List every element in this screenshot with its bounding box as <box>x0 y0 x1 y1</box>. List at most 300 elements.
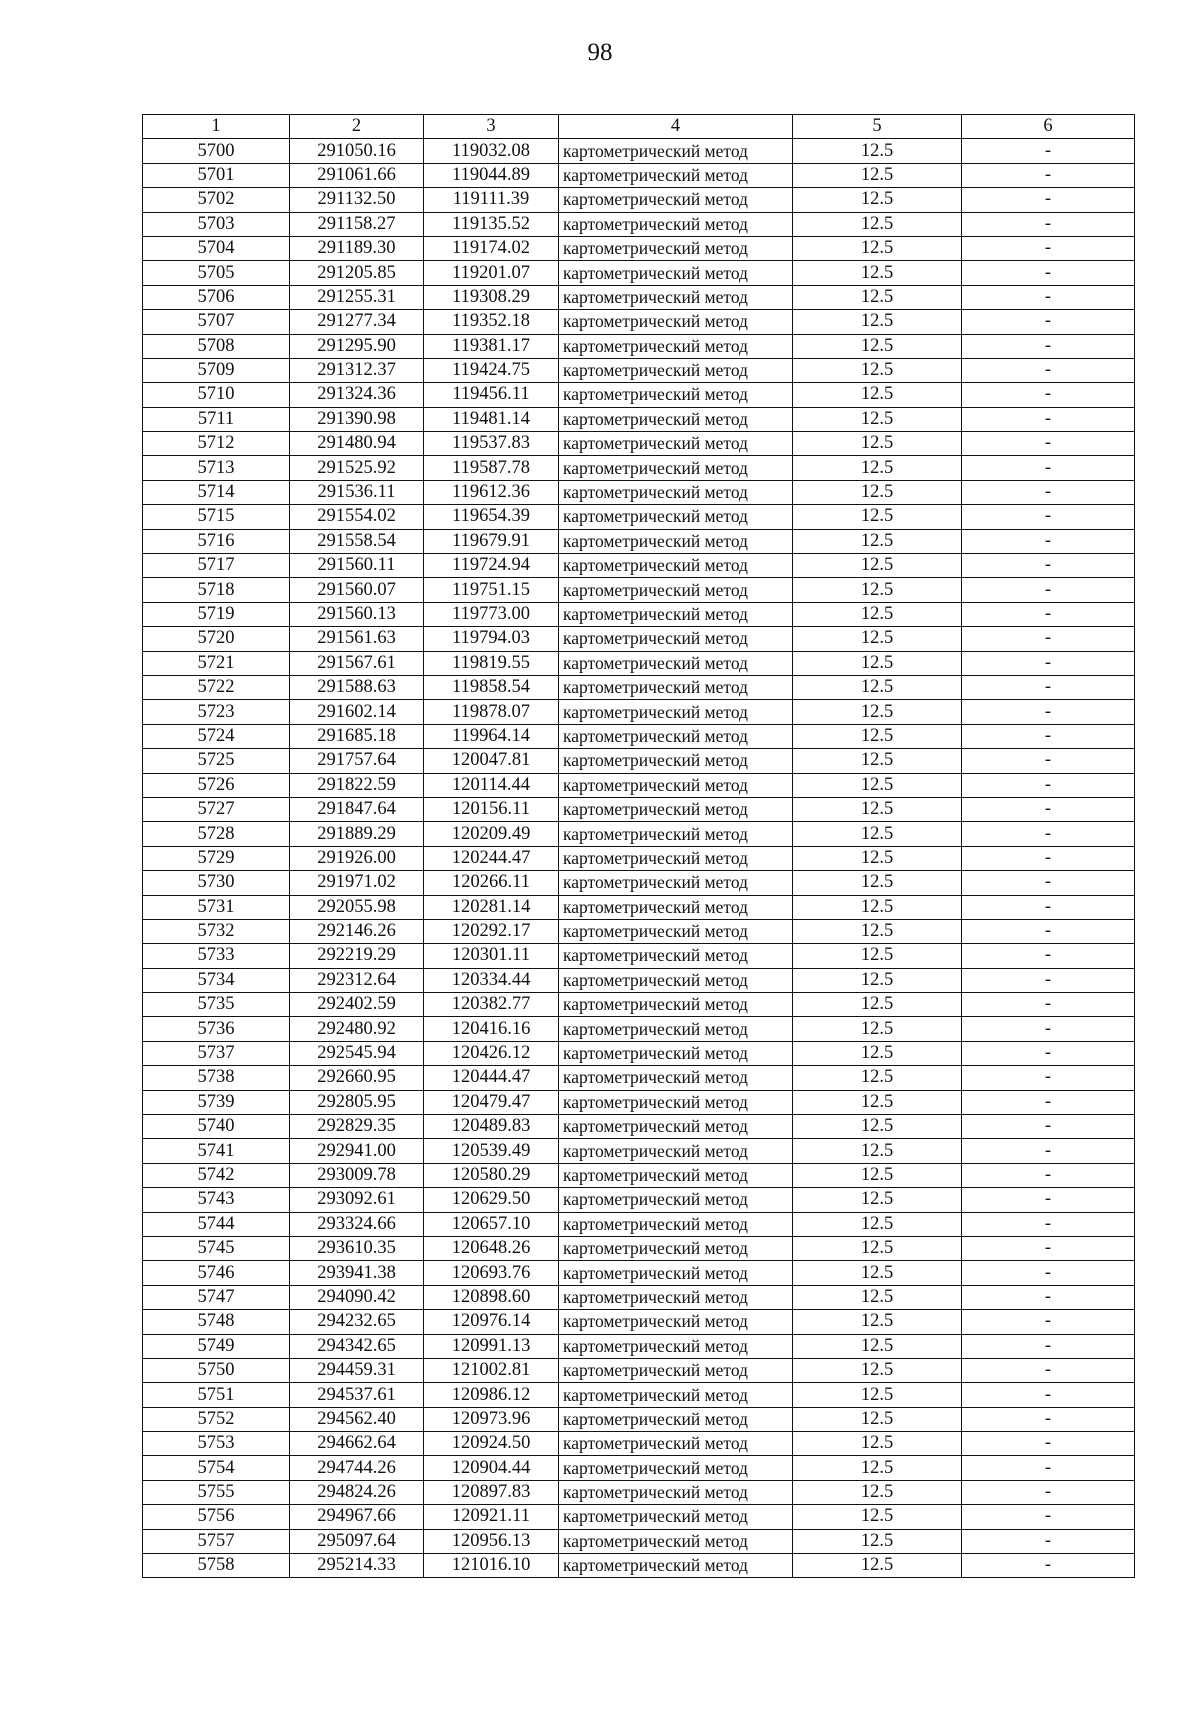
y-coordinate-cell: 120898.60 <box>424 1285 559 1309</box>
y-coordinate-cell: 120976.14 <box>424 1310 559 1334</box>
note-cell: - <box>962 944 1135 968</box>
note-cell: - <box>962 163 1135 187</box>
accuracy-cell: 12.5 <box>793 163 962 187</box>
table-row <box>143 1212 1135 1236</box>
table-row <box>143 895 1135 919</box>
x-coordinate-cell: 291480.94 <box>290 432 424 456</box>
accuracy-cell: 12.5 <box>793 1505 962 1529</box>
method-cell: картометрический метод <box>559 505 793 529</box>
accuracy-cell: 12.5 <box>793 139 962 163</box>
column-header: 5 <box>793 115 962 139</box>
method-cell: картометрический метод <box>559 675 793 699</box>
accuracy-cell: 12.5 <box>793 944 962 968</box>
note-cell: - <box>962 602 1135 626</box>
point-number-cell: 5733 <box>143 944 290 968</box>
accuracy-cell: 12.5 <box>793 1115 962 1139</box>
method-cell: картометрический метод <box>559 1212 793 1236</box>
method-cell: картометрический метод <box>559 285 793 309</box>
note-cell: - <box>962 554 1135 578</box>
method-cell: картометрический метод <box>559 749 793 773</box>
y-coordinate-cell: 119044.89 <box>424 163 559 187</box>
note-cell: - <box>962 700 1135 724</box>
y-coordinate-cell: 119587.78 <box>424 456 559 480</box>
table-row <box>143 1261 1135 1285</box>
note-cell: - <box>962 261 1135 285</box>
x-coordinate-cell: 292829.35 <box>290 1115 424 1139</box>
method-cell: картометрический метод <box>559 480 793 504</box>
note-cell: - <box>962 1334 1135 1358</box>
note-cell: - <box>962 1432 1135 1456</box>
accuracy-cell: 12.5 <box>793 797 962 821</box>
method-cell: картометрический метод <box>559 139 793 163</box>
note-cell: - <box>962 1456 1135 1480</box>
note-cell: - <box>962 919 1135 943</box>
y-coordinate-cell: 120973.96 <box>424 1407 559 1431</box>
method-cell: картометрический метод <box>559 407 793 431</box>
accuracy-cell: 12.5 <box>793 1310 962 1334</box>
x-coordinate-cell: 293324.66 <box>290 1212 424 1236</box>
x-coordinate-cell: 291588.63 <box>290 675 424 699</box>
note-cell: - <box>962 480 1135 504</box>
accuracy-cell: 12.5 <box>793 1212 962 1236</box>
method-cell: картометрический метод <box>559 602 793 626</box>
y-coordinate-cell: 120991.13 <box>424 1334 559 1358</box>
accuracy-cell: 12.5 <box>793 993 962 1017</box>
table-row <box>143 236 1135 260</box>
point-number-cell: 5717 <box>143 554 290 578</box>
method-cell: картометрический метод <box>559 871 793 895</box>
note-cell: - <box>962 505 1135 529</box>
accuracy-cell: 12.5 <box>793 480 962 504</box>
point-number-cell: 5748 <box>143 1310 290 1334</box>
method-cell: картометрический метод <box>559 1529 793 1553</box>
table-row <box>143 1066 1135 1090</box>
table-row <box>143 212 1135 236</box>
x-coordinate-cell: 295097.64 <box>290 1529 424 1553</box>
method-cell: картометрический метод <box>559 1334 793 1358</box>
point-number-cell: 5756 <box>143 1505 290 1529</box>
point-number-cell: 5737 <box>143 1041 290 1065</box>
method-cell: картометрический метод <box>559 1310 793 1334</box>
table-row <box>143 1017 1135 1041</box>
point-number-cell: 5735 <box>143 993 290 1017</box>
note-cell: - <box>962 188 1135 212</box>
accuracy-cell: 12.5 <box>793 651 962 675</box>
y-coordinate-cell: 119819.55 <box>424 651 559 675</box>
point-number-cell: 5707 <box>143 310 290 334</box>
accuracy-cell: 12.5 <box>793 1480 962 1504</box>
table-row <box>143 285 1135 309</box>
x-coordinate-cell: 291560.11 <box>290 554 424 578</box>
method-cell: картометрический метод <box>559 700 793 724</box>
table-row <box>143 1456 1135 1480</box>
x-coordinate-cell: 294090.42 <box>290 1285 424 1309</box>
note-cell: - <box>962 1115 1135 1139</box>
table-row <box>143 1310 1135 1334</box>
table-row <box>143 480 1135 504</box>
method-cell: картометрический метод <box>559 1139 793 1163</box>
x-coordinate-cell: 293941.38 <box>290 1261 424 1285</box>
x-coordinate-cell: 291255.31 <box>290 285 424 309</box>
x-coordinate-cell: 291561.63 <box>290 627 424 651</box>
method-cell: картометрический метод <box>559 456 793 480</box>
method-cell: картометрический метод <box>559 1554 793 1578</box>
method-cell: картометрический метод <box>559 261 793 285</box>
note-cell: - <box>962 627 1135 651</box>
column-header: 4 <box>559 115 793 139</box>
y-coordinate-cell: 121016.10 <box>424 1554 559 1578</box>
y-coordinate-cell: 120489.83 <box>424 1115 559 1139</box>
note-cell: - <box>962 285 1135 309</box>
x-coordinate-cell: 294824.26 <box>290 1480 424 1504</box>
y-coordinate-cell: 119381.17 <box>424 334 559 358</box>
method-cell: картометрический метод <box>559 1285 793 1309</box>
x-coordinate-cell: 293092.61 <box>290 1188 424 1212</box>
table-row <box>143 1432 1135 1456</box>
accuracy-cell: 12.5 <box>793 700 962 724</box>
y-coordinate-cell: 119201.07 <box>424 261 559 285</box>
method-cell: картометрический метод <box>559 1407 793 1431</box>
note-cell: - <box>962 1285 1135 1309</box>
note-cell: - <box>962 1480 1135 1504</box>
x-coordinate-cell: 291312.37 <box>290 358 424 382</box>
note-cell: - <box>962 1261 1135 1285</box>
point-number-cell: 5730 <box>143 871 290 895</box>
column-header: 3 <box>424 115 559 139</box>
y-coordinate-cell: 120648.26 <box>424 1236 559 1260</box>
page-number: 98 <box>587 39 613 66</box>
table-row <box>143 505 1135 529</box>
accuracy-cell: 12.5 <box>793 358 962 382</box>
table-row <box>143 139 1135 163</box>
y-coordinate-cell: 120897.83 <box>424 1480 559 1504</box>
y-coordinate-cell: 119858.54 <box>424 675 559 699</box>
y-coordinate-cell: 119612.36 <box>424 480 559 504</box>
method-cell: картометрический метод <box>559 846 793 870</box>
x-coordinate-cell: 292941.00 <box>290 1139 424 1163</box>
note-cell: - <box>962 822 1135 846</box>
accuracy-cell: 12.5 <box>793 627 962 651</box>
method-cell: картометрический метод <box>559 188 793 212</box>
table-row <box>143 554 1135 578</box>
table-row <box>143 1358 1135 1382</box>
note-cell: - <box>962 383 1135 407</box>
point-number-cell: 5720 <box>143 627 290 651</box>
accuracy-cell: 12.5 <box>793 261 962 285</box>
point-number-cell: 5750 <box>143 1358 290 1382</box>
y-coordinate-cell: 120444.47 <box>424 1066 559 1090</box>
table-row <box>143 1090 1135 1114</box>
y-coordinate-cell: 119964.14 <box>424 724 559 748</box>
y-coordinate-cell: 120334.44 <box>424 968 559 992</box>
x-coordinate-cell: 293009.78 <box>290 1163 424 1187</box>
y-coordinate-cell: 119679.91 <box>424 529 559 553</box>
accuracy-cell: 12.5 <box>793 968 962 992</box>
y-coordinate-cell: 120416.16 <box>424 1017 559 1041</box>
point-number-cell: 5754 <box>143 1456 290 1480</box>
accuracy-cell: 12.5 <box>793 1432 962 1456</box>
note-cell: - <box>962 212 1135 236</box>
table-row <box>143 1285 1135 1309</box>
table-row <box>143 1236 1135 1260</box>
note-cell: - <box>962 1066 1135 1090</box>
note-cell: - <box>962 139 1135 163</box>
method-cell: картометрический метод <box>559 944 793 968</box>
method-cell: картометрический метод <box>559 1017 793 1041</box>
point-number-cell: 5726 <box>143 773 290 797</box>
y-coordinate-cell: 120629.50 <box>424 1188 559 1212</box>
x-coordinate-cell: 291189.30 <box>290 236 424 260</box>
point-number-cell: 5716 <box>143 529 290 553</box>
x-coordinate-cell: 291560.07 <box>290 578 424 602</box>
table-row <box>143 1480 1135 1504</box>
accuracy-cell: 12.5 <box>793 334 962 358</box>
table-row <box>143 383 1135 407</box>
table-row <box>143 1383 1135 1407</box>
table-row <box>143 1407 1135 1431</box>
y-coordinate-cell: 120281.14 <box>424 895 559 919</box>
note-cell: - <box>962 1041 1135 1065</box>
method-cell: картометрический метод <box>559 1456 793 1480</box>
method-cell: картометрический метод <box>559 310 793 334</box>
x-coordinate-cell: 291050.16 <box>290 139 424 163</box>
point-number-cell: 5712 <box>143 432 290 456</box>
x-coordinate-cell: 293610.35 <box>290 1236 424 1260</box>
table-row <box>143 1041 1135 1065</box>
table-row <box>143 407 1135 431</box>
method-cell: картометрический метод <box>559 968 793 992</box>
table-row <box>143 1139 1135 1163</box>
table-row <box>143 602 1135 626</box>
table-row <box>143 797 1135 821</box>
method-cell: картометрический метод <box>559 334 793 358</box>
x-coordinate-cell: 292055.98 <box>290 895 424 919</box>
x-coordinate-cell: 294537.61 <box>290 1383 424 1407</box>
y-coordinate-cell: 120956.13 <box>424 1529 559 1553</box>
point-number-cell: 5739 <box>143 1090 290 1114</box>
method-cell: картометрический метод <box>559 1115 793 1139</box>
accuracy-cell: 12.5 <box>793 1554 962 1578</box>
method-cell: картометрический метод <box>559 358 793 382</box>
accuracy-cell: 12.5 <box>793 1236 962 1260</box>
method-cell: картометрический метод <box>559 651 793 675</box>
x-coordinate-cell: 294662.64 <box>290 1432 424 1456</box>
table-row <box>143 968 1135 992</box>
y-coordinate-cell: 120924.50 <box>424 1432 559 1456</box>
y-coordinate-cell: 119878.07 <box>424 700 559 724</box>
table-row <box>143 432 1135 456</box>
table-row <box>143 871 1135 895</box>
point-number-cell: 5741 <box>143 1139 290 1163</box>
note-cell: - <box>962 334 1135 358</box>
y-coordinate-cell: 119654.39 <box>424 505 559 529</box>
x-coordinate-cell: 294562.40 <box>290 1407 424 1431</box>
x-coordinate-cell: 292219.29 <box>290 944 424 968</box>
point-number-cell: 5757 <box>143 1529 290 1553</box>
accuracy-cell: 12.5 <box>793 310 962 334</box>
table-row <box>143 1554 1135 1578</box>
point-number-cell: 5755 <box>143 1480 290 1504</box>
x-coordinate-cell: 292312.64 <box>290 968 424 992</box>
note-cell: - <box>962 358 1135 382</box>
accuracy-cell: 12.5 <box>793 1066 962 1090</box>
y-coordinate-cell: 119111.39 <box>424 188 559 212</box>
accuracy-cell: 12.5 <box>793 602 962 626</box>
method-cell: картометрический метод <box>559 1188 793 1212</box>
table-row <box>143 261 1135 285</box>
accuracy-cell: 12.5 <box>793 822 962 846</box>
table-body <box>143 115 1135 1578</box>
point-number-cell: 5723 <box>143 700 290 724</box>
method-cell: картометрический метод <box>559 993 793 1017</box>
y-coordinate-cell: 121002.81 <box>424 1358 559 1382</box>
note-cell: - <box>962 1017 1135 1041</box>
x-coordinate-cell: 292402.59 <box>290 993 424 1017</box>
note-cell: - <box>962 1310 1135 1334</box>
y-coordinate-cell: 120904.44 <box>424 1456 559 1480</box>
y-coordinate-cell: 120156.11 <box>424 797 559 821</box>
x-coordinate-cell: 291757.64 <box>290 749 424 773</box>
column-header: 6 <box>962 115 1135 139</box>
note-cell: - <box>962 993 1135 1017</box>
x-coordinate-cell: 292480.92 <box>290 1017 424 1041</box>
accuracy-cell: 12.5 <box>793 1090 962 1114</box>
point-number-cell: 5706 <box>143 285 290 309</box>
method-cell: картометрический метод <box>559 554 793 578</box>
y-coordinate-cell: 120382.77 <box>424 993 559 1017</box>
point-number-cell: 5705 <box>143 261 290 285</box>
point-number-cell: 5731 <box>143 895 290 919</box>
method-cell: картометрический метод <box>559 627 793 651</box>
y-coordinate-cell: 120114.44 <box>424 773 559 797</box>
y-coordinate-cell: 119456.11 <box>424 383 559 407</box>
accuracy-cell: 12.5 <box>793 383 962 407</box>
accuracy-cell: 12.5 <box>793 1334 962 1358</box>
accuracy-cell: 12.5 <box>793 212 962 236</box>
note-cell: - <box>962 1139 1135 1163</box>
note-cell: - <box>962 1163 1135 1187</box>
point-number-cell: 5724 <box>143 724 290 748</box>
note-cell: - <box>962 578 1135 602</box>
note-cell: - <box>962 1383 1135 1407</box>
note-cell: - <box>962 675 1135 699</box>
point-number-cell: 5746 <box>143 1261 290 1285</box>
table-row <box>143 627 1135 651</box>
point-number-cell: 5743 <box>143 1188 290 1212</box>
method-cell: картометрический метод <box>559 773 793 797</box>
method-cell: картометрический метод <box>559 432 793 456</box>
x-coordinate-cell: 291277.34 <box>290 310 424 334</box>
point-number-cell: 5715 <box>143 505 290 529</box>
table-row <box>143 944 1135 968</box>
method-cell: картометрический метод <box>559 797 793 821</box>
point-number-cell: 5734 <box>143 968 290 992</box>
table-row <box>143 749 1135 773</box>
point-number-cell: 5745 <box>143 1236 290 1260</box>
table-row <box>143 675 1135 699</box>
note-cell: - <box>962 1236 1135 1260</box>
y-coordinate-cell: 120657.10 <box>424 1212 559 1236</box>
point-number-cell: 5700 <box>143 139 290 163</box>
note-cell: - <box>962 797 1135 821</box>
note-cell: - <box>962 895 1135 919</box>
method-cell: картометрический метод <box>559 1041 793 1065</box>
x-coordinate-cell: 291536.11 <box>290 480 424 504</box>
accuracy-cell: 12.5 <box>793 919 962 943</box>
note-cell: - <box>962 1188 1135 1212</box>
accuracy-cell: 12.5 <box>793 407 962 431</box>
note-cell: - <box>962 1212 1135 1236</box>
note-cell: - <box>962 310 1135 334</box>
x-coordinate-cell: 291132.50 <box>290 188 424 212</box>
table-row <box>143 919 1135 943</box>
accuracy-cell: 12.5 <box>793 724 962 748</box>
point-number-cell: 5758 <box>143 1554 290 1578</box>
table-row <box>143 578 1135 602</box>
accuracy-cell: 12.5 <box>793 1163 962 1187</box>
accuracy-cell: 12.5 <box>793 188 962 212</box>
table-row <box>143 1115 1135 1139</box>
y-coordinate-cell: 119537.83 <box>424 432 559 456</box>
y-coordinate-cell: 120539.49 <box>424 1139 559 1163</box>
method-cell: картометрический метод <box>559 1066 793 1090</box>
note-cell: - <box>962 1090 1135 1114</box>
y-coordinate-cell: 120580.29 <box>424 1163 559 1187</box>
table-row <box>143 334 1135 358</box>
x-coordinate-cell: 291061.66 <box>290 163 424 187</box>
method-cell: картометрический метод <box>559 919 793 943</box>
x-coordinate-cell: 292545.94 <box>290 1041 424 1065</box>
accuracy-cell: 12.5 <box>793 1041 962 1065</box>
point-number-cell: 5749 <box>143 1334 290 1358</box>
x-coordinate-cell: 291926.00 <box>290 846 424 870</box>
accuracy-cell: 12.5 <box>793 773 962 797</box>
point-number-cell: 5708 <box>143 334 290 358</box>
accuracy-cell: 12.5 <box>793 1383 962 1407</box>
method-cell: картометрический метод <box>559 1358 793 1382</box>
x-coordinate-cell: 291567.61 <box>290 651 424 675</box>
note-cell: - <box>962 968 1135 992</box>
point-number-cell: 5703 <box>143 212 290 236</box>
x-coordinate-cell: 291158.27 <box>290 212 424 236</box>
table-row <box>143 651 1135 675</box>
method-cell: картометрический метод <box>559 822 793 846</box>
table-row <box>143 1163 1135 1187</box>
table-row <box>143 358 1135 382</box>
table-row <box>143 529 1135 553</box>
y-coordinate-cell: 119773.00 <box>424 602 559 626</box>
x-coordinate-cell: 292805.95 <box>290 1090 424 1114</box>
accuracy-cell: 12.5 <box>793 554 962 578</box>
y-coordinate-cell: 119794.03 <box>424 627 559 651</box>
table-row <box>143 773 1135 797</box>
point-number-cell: 5721 <box>143 651 290 675</box>
y-coordinate-cell: 120301.11 <box>424 944 559 968</box>
column-header: 2 <box>290 115 424 139</box>
table-row <box>143 188 1135 212</box>
accuracy-cell: 12.5 <box>793 529 962 553</box>
y-coordinate-cell: 119308.29 <box>424 285 559 309</box>
y-coordinate-cell: 120244.47 <box>424 846 559 870</box>
method-cell: картометрический метод <box>559 1383 793 1407</box>
method-cell: картометрический метод <box>559 1261 793 1285</box>
note-cell: - <box>962 846 1135 870</box>
x-coordinate-cell: 291847.64 <box>290 797 424 821</box>
point-number-cell: 5710 <box>143 383 290 407</box>
x-coordinate-cell: 291324.36 <box>290 383 424 407</box>
y-coordinate-cell: 120047.81 <box>424 749 559 773</box>
note-cell: - <box>962 773 1135 797</box>
